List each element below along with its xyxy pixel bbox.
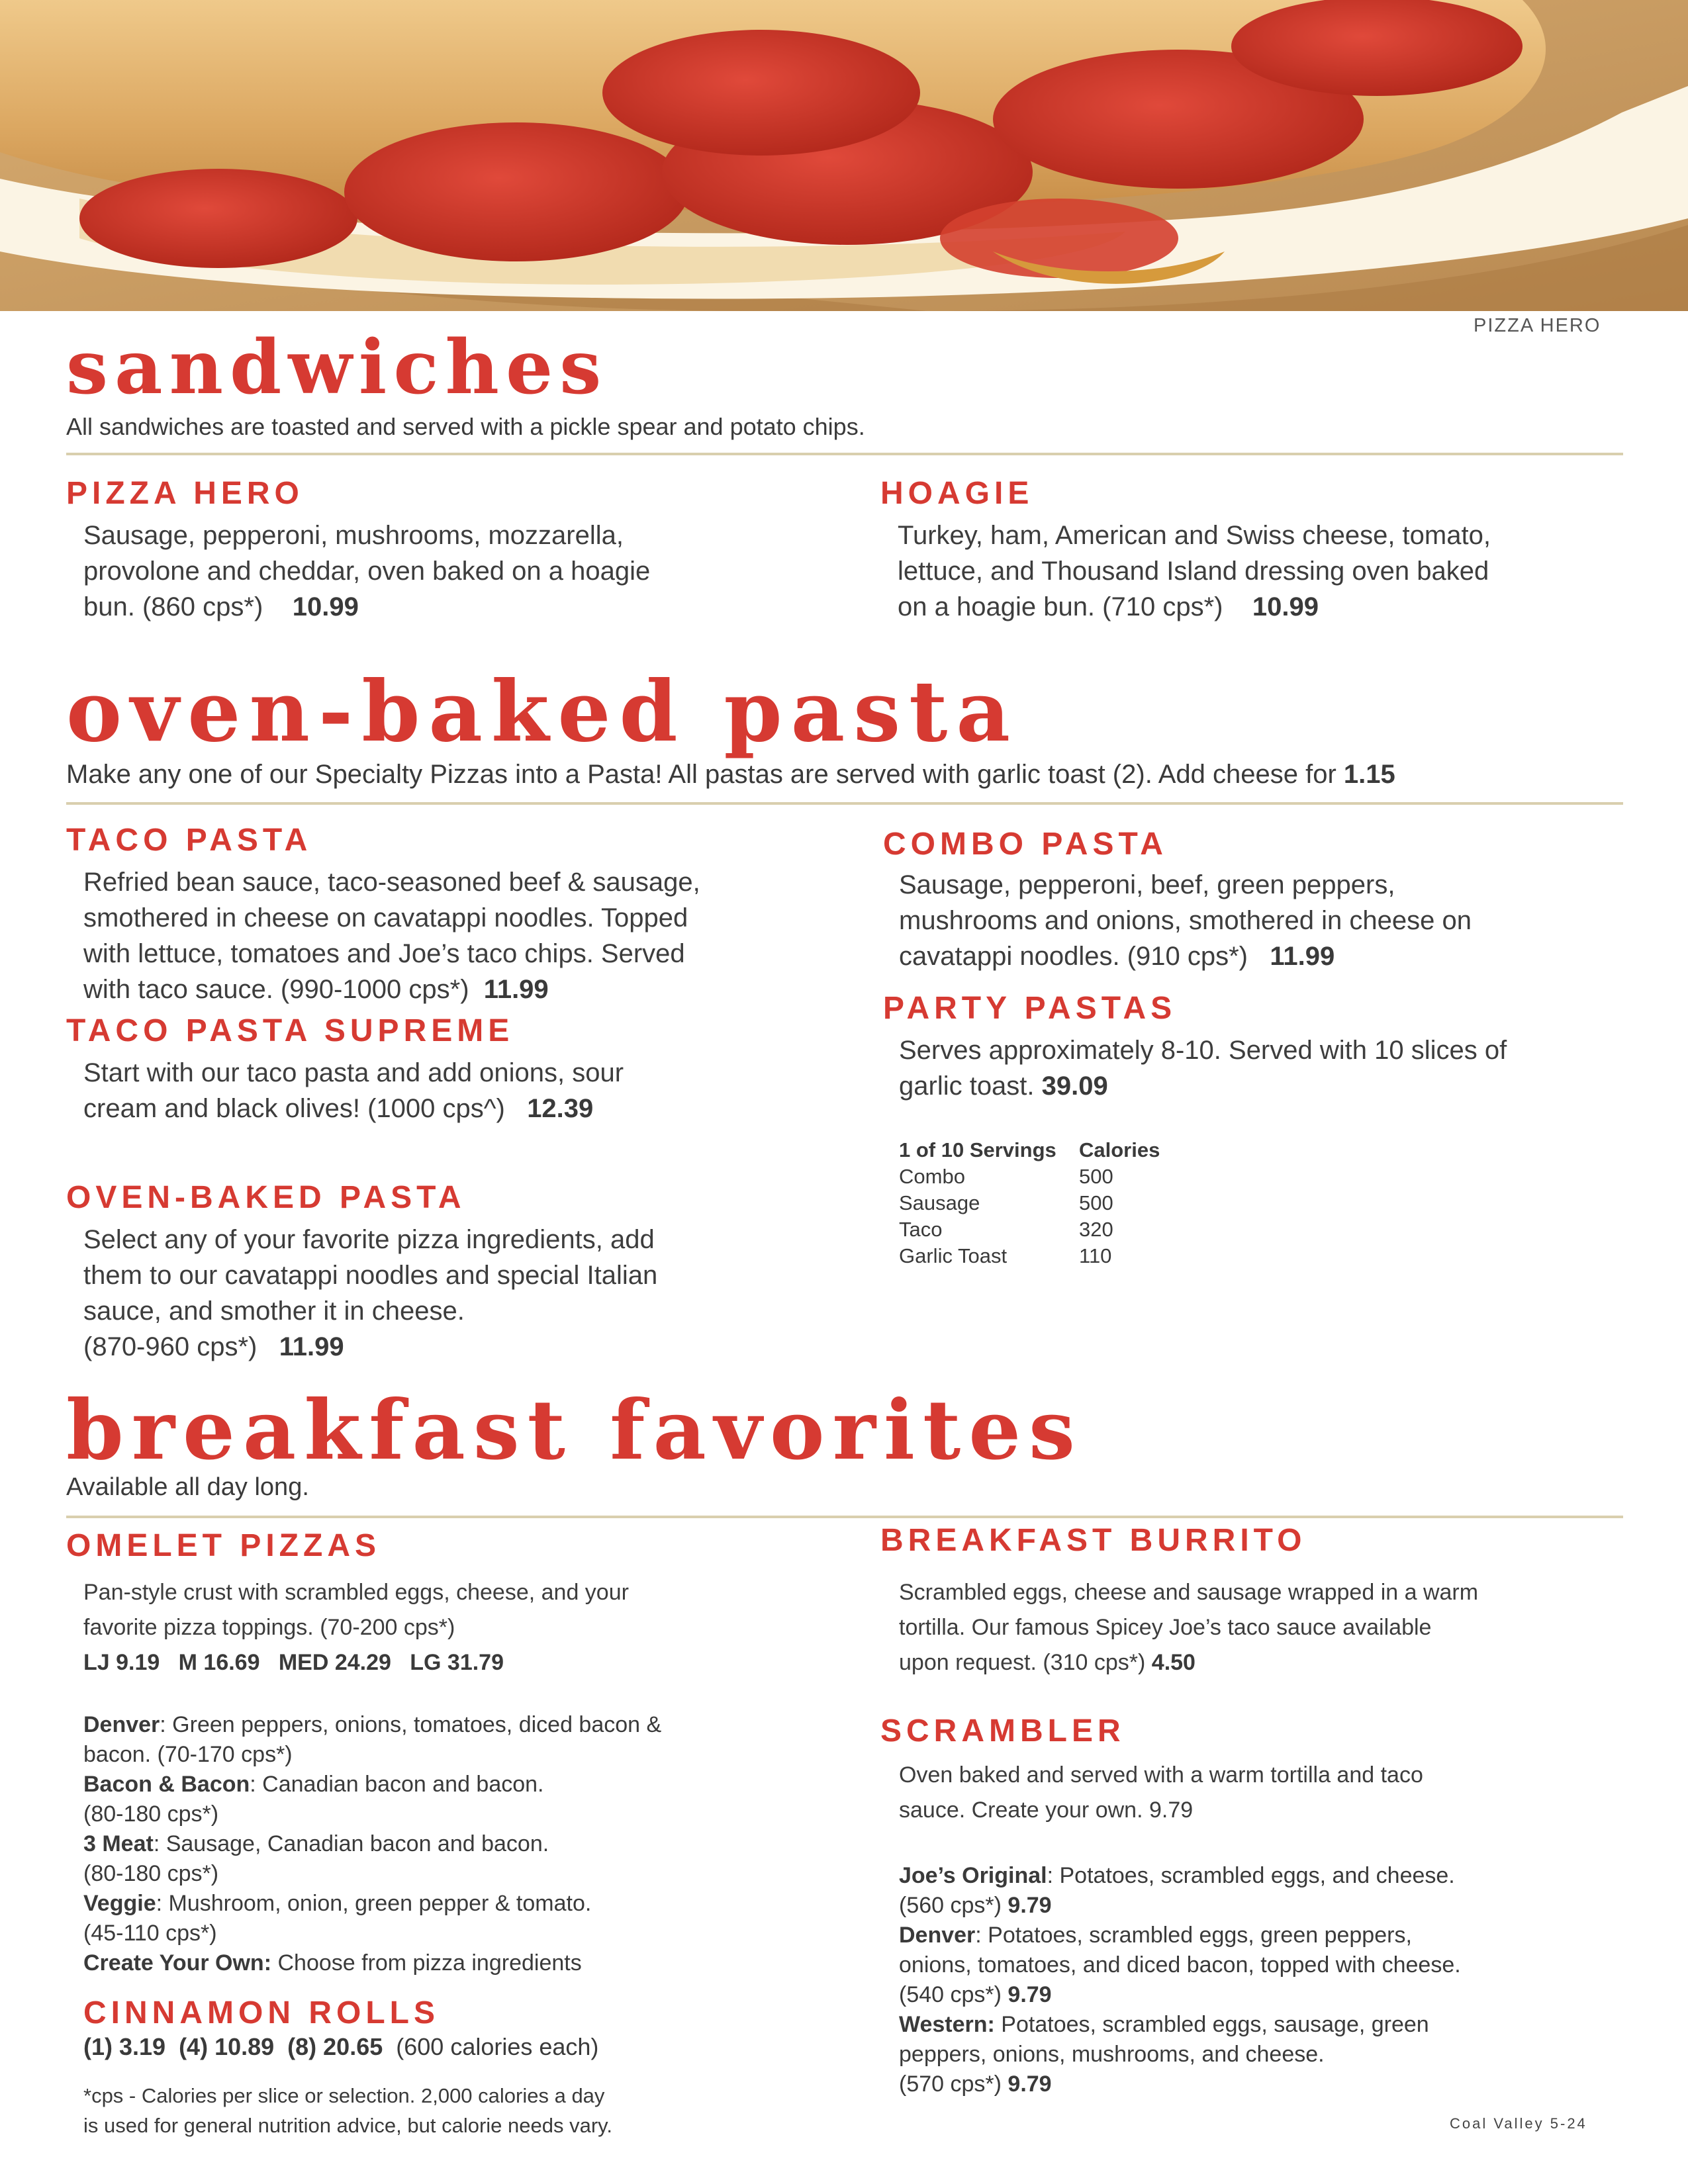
- omelet-pizzas-prices: LJ 9.19 M 16.69 MED 24.29 LG 31.79: [83, 1650, 504, 1675]
- hoagie-description: Turkey, ham, American and Swiss cheese, tomato, lettuce, and Thousand Island dressing oven baked on a hoagie bun. (710 cps*) 10.99: [898, 521, 1491, 621]
- cinnamon-rolls-title: CINNAMON ROLLS: [83, 1995, 440, 2030]
- party-pasta-calorie-table: [899, 1137, 1160, 1269]
- omelet-pizzas-title: OMELET PIZZAS: [66, 1528, 381, 1563]
- breakfast-burrito-description: Scrambled eggs, cheese and sausage wrapped in a warm tortilla. Our famous Spicey Joe’s taco sauce available upon request. (310 cps*) 4.50: [899, 1580, 1479, 1675]
- breakfast-heading: breakfast favorites: [66, 1383, 1083, 1479]
- pasta-heading: oven-baked pasta: [66, 662, 1019, 760]
- hero-photo: [0, 0, 1688, 311]
- list-item: Joe’s Original: Potatoes, scrambled eggs, and cheese. (560 cps*) 9.79: [899, 1863, 1455, 1918]
- scrambler-description: Oven baked and served with a warm tortilla and taco sauce. Create your own. 9.79: [899, 1762, 1423, 1823]
- taco-pasta-supreme-price: 12.39: [527, 1094, 594, 1123]
- pizza-hero-price: 10.99: [292, 592, 359, 621]
- pizza-hero-description: Sausage, pepperoni, mushrooms, mozzarella, provolone and cheddar, oven baked on a hoagie bun. (860 cps*) 10.99: [83, 521, 651, 621]
- oven-baked-pasta-price: 11.99: [279, 1332, 344, 1361]
- add-cheese-price: 1.15: [1343, 760, 1395, 789]
- sandwiches-subtitle: All sandwiches are toasted and served with a pickle spear and potato chips.: [66, 413, 865, 440]
- taco-pasta-title: TACO PASTA: [66, 823, 312, 858]
- list-item: Western: Potatoes, scrambled eggs, sausage, green peppers, onions, mushrooms, and cheese. (570 cps*) 9.79: [899, 2012, 1429, 2097]
- combo-pasta-title: COMBO PASTA: [883, 827, 1168, 862]
- breakfast-burrito-title: BREAKFAST BURRITO: [880, 1523, 1307, 1558]
- divider: [66, 453, 1623, 455]
- calorie-table-row: Taco 320: [899, 1218, 1113, 1241]
- combo-pasta-price: 11.99: [1270, 942, 1335, 971]
- list-item: Bacon & Bacon: Canadian bacon and bacon. (80-180 cps*): [83, 1772, 544, 1827]
- list-item: 3 Meat: Sausage, Canadian bacon and bacon. (80-180 cps*): [83, 1831, 549, 1886]
- oven-baked-pasta-title: OVEN-BAKED PASTA: [66, 1180, 466, 1215]
- pasta-subtitle: Make any one of our Specialty Pizzas into a Pasta! All pastas are served with garlic toast (2). Add cheese for 1.15: [66, 760, 1395, 789]
- oven-baked-pasta-description: Select any of your favorite pizza ingredients, add them to our cavatappi noodles and special Italian sauce, and smother it in cheese. (870-960 cps*) 11.99: [83, 1225, 658, 1361]
- party-pastas-description: Serves approximately 8-10. Served with 10 slices of garlic toast. 39.09: [899, 1036, 1507, 1101]
- omelet-pizzas-description: Pan-style crust with scrambled eggs, cheese, and your favorite pizza toppings. (70-200 cps*) LJ 9.19 M 16.69 MED 24.29 LG 31.79: [83, 1580, 629, 1675]
- party-pastas-price: 39.09: [1041, 1071, 1108, 1101]
- list-item: Denver: Green peppers, onions, tomatoes, diced bacon & bacon. (70-170 cps*): [83, 1712, 662, 1767]
- calorie-table-row: Combo 500: [899, 1165, 1113, 1188]
- calorie-table-header: 1 of 10 Servings Calories: [899, 1138, 1160, 1161]
- taco-pasta-supreme-description: Start with our taco pasta and add onions, sour cream and black olives! (1000 cps^) 12.39: [83, 1058, 624, 1123]
- sandwiches-heading: sandwiches: [66, 324, 608, 411]
- taco-pasta-supreme-title: TACO PASTA SUPREME: [66, 1013, 514, 1048]
- breakfast-burrito-price: 4.50: [1151, 1650, 1196, 1675]
- hoagie-title: HOAGIE: [880, 476, 1034, 511]
- photo-caption: PIZZA HERO: [1474, 315, 1601, 336]
- divider: [66, 802, 1623, 805]
- list-item: Create Your Own: Choose from pizza ingredients: [83, 1950, 582, 1976]
- scrambler-title: SCRAMBLER: [880, 1713, 1125, 1749]
- calorie-table-row: Garlic Toast 110: [899, 1244, 1112, 1267]
- hoagie-price: 10.99: [1252, 592, 1319, 621]
- list-item: Denver: Potatoes, scrambled eggs, green peppers, onions, tomatoes, and diced bacon, topped with cheese. (540 cps*) 9.79: [899, 1923, 1461, 2007]
- omelet-varieties-list: [83, 1710, 865, 1978]
- combo-pasta-description: Sausage, pepperoni, beef, green peppers, mushrooms and onions, smothered in cheese on cavatappi noodles. (910 cps*) 11.99: [899, 870, 1472, 971]
- breakfast-subtitle: Available all day long.: [66, 1473, 309, 1501]
- taco-pasta-price: 11.99: [483, 975, 549, 1004]
- calorie-table-row: Sausage 500: [899, 1191, 1113, 1214]
- calorie-disclaimer: *cps - Calories per slice or selection. 2,000 calories a day is used for general nutrition advice, but calorie needs vary.: [83, 2084, 612, 2137]
- pizza-hero-sandwich-image: [0, 0, 1688, 311]
- pizza-hero-title: PIZZA HERO: [66, 476, 304, 511]
- list-item: Veggie: Mushroom, onion, green pepper & tomato. (45-110 cps*): [83, 1891, 592, 1946]
- taco-pasta-description: Refried bean sauce, taco-seasoned beef & sausage, smothered in cheese on cavatappi noodles. Topped with lettuce, tomatoes and Joe’s taco chips. Served with taco sauce. (990-1000 cps*) 11.99: [83, 868, 700, 1004]
- party-pastas-title: PARTY PASTAS: [883, 991, 1177, 1026]
- footer-location-code: Coal Valley 5-24: [1450, 2115, 1587, 2132]
- scrambler-varieties-list: [899, 1861, 1667, 2099]
- cinnamon-rolls-prices: (1) 3.19 (4) 10.89 (8) 20.65 (600 calories each): [83, 2033, 599, 2060]
- divider: [66, 1516, 1623, 1518]
